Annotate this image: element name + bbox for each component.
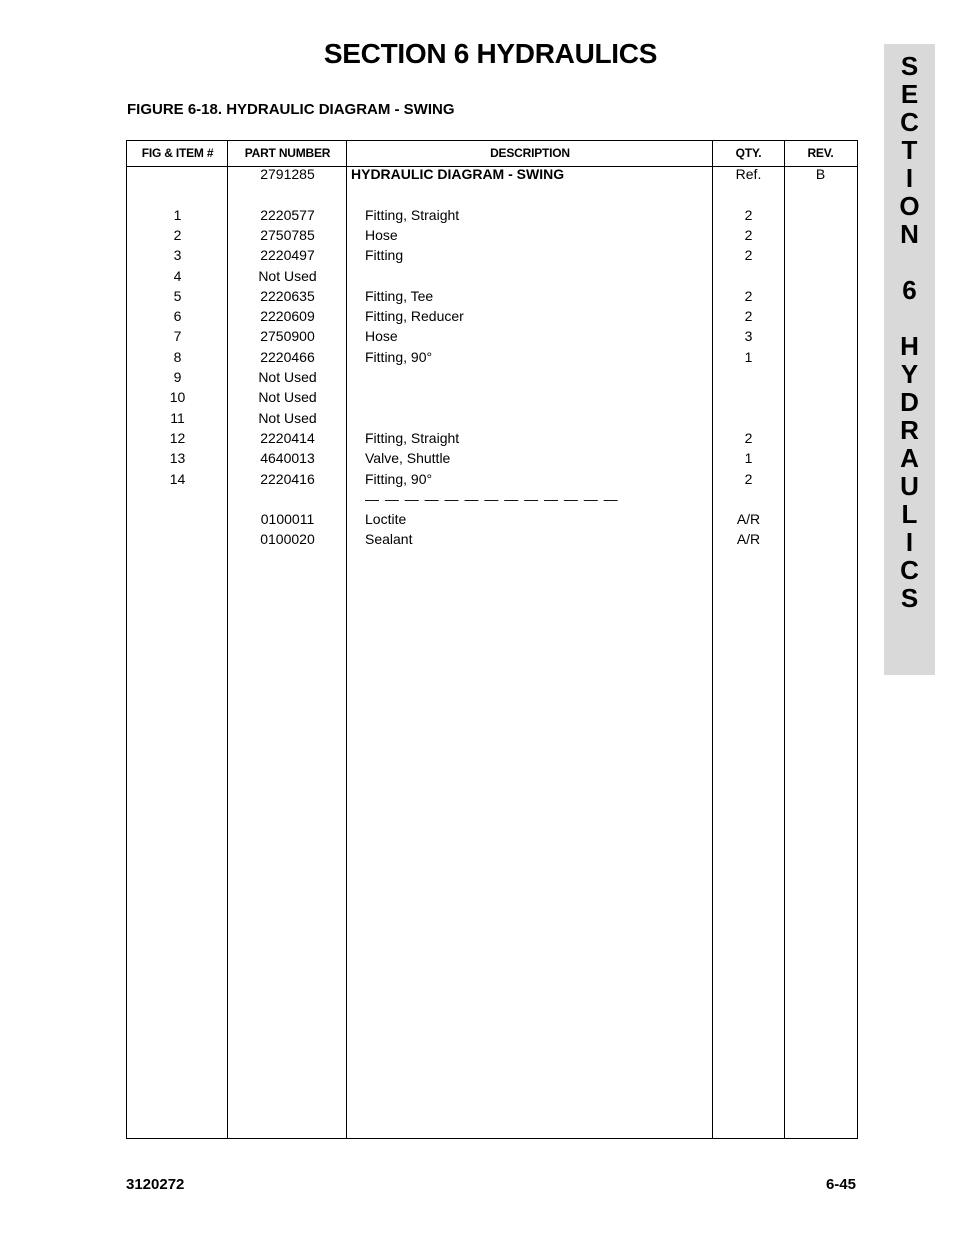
- fig-item-cell: 10: [169, 389, 186, 406]
- description-cell: Loctite: [365, 511, 407, 528]
- fig-item-cell: 12: [169, 429, 186, 446]
- qty-cell: A/R: [736, 511, 761, 528]
- document-number: 3120272: [126, 1176, 185, 1193]
- part-number-cell: 2750900: [260, 328, 315, 345]
- description-cell: HYDRAULIC DIAGRAM - SWING: [351, 166, 565, 182]
- qty-cell: 2: [744, 308, 753, 325]
- side-tab-letter: A: [900, 443, 919, 473]
- section-side-tab: [884, 44, 935, 675]
- description-cell: Hose: [365, 226, 398, 243]
- rev-cell: B: [815, 166, 826, 182]
- part-number-cell: 2750785: [260, 226, 315, 243]
- table-row: [127, 529, 857, 549]
- description-cell: Fitting, 90°: [365, 470, 433, 487]
- description-cell: — — — — — — — — — — — — —: [365, 490, 619, 507]
- table-row: [127, 266, 857, 286]
- part-number-cell: 2220416: [260, 470, 315, 487]
- side-tab-letter: I: [905, 527, 914, 557]
- part-number-cell: 2791285: [260, 166, 315, 182]
- table-row: [127, 448, 857, 468]
- table-row: [127, 408, 857, 428]
- side-tab-letter: D: [900, 387, 919, 417]
- table-row: [127, 489, 857, 509]
- table-row: [127, 347, 857, 367]
- part-number-cell: 2220497: [260, 247, 315, 264]
- column-header-fig-item: FIG & ITEM #: [141, 146, 214, 160]
- description-cell: Sealant: [365, 531, 413, 548]
- description-cell: Fitting, Reducer: [365, 308, 464, 325]
- qty-cell: A/R: [736, 531, 761, 548]
- qty-cell: 3: [744, 328, 753, 345]
- fig-item-cell: 1: [173, 206, 182, 223]
- part-number-cell: Not Used: [258, 267, 317, 284]
- fig-item-cell: 9: [173, 369, 182, 385]
- part-number-cell: Not Used: [258, 369, 317, 385]
- description-cell: Hose: [365, 328, 398, 345]
- qty-cell: 1: [744, 348, 753, 365]
- part-number-cell: 4640013: [260, 450, 315, 467]
- column-header-qty: QTY.: [735, 146, 762, 160]
- part-number-cell: 2220577: [260, 206, 315, 223]
- part-number-cell: 0100011: [260, 511, 315, 528]
- side-tab-letter: L: [901, 499, 918, 529]
- table-row: [127, 387, 857, 407]
- column-header-rev: REV.: [807, 146, 834, 160]
- part-number-cell: 0100020: [260, 531, 315, 548]
- side-tab-letter: 6: [902, 275, 917, 305]
- table-row: [127, 205, 857, 225]
- part-number-cell: Not Used: [258, 409, 317, 426]
- part-number-cell: 2220466: [260, 348, 315, 365]
- part-number-cell: 2220414: [260, 429, 315, 446]
- column-header-part-number: PART NUMBER: [244, 146, 331, 160]
- qty-cell: Ref.: [735, 166, 762, 182]
- side-tab-letters: [884, 52, 935, 612]
- fig-item-cell: 6: [173, 308, 182, 325]
- table-row: [127, 326, 857, 346]
- fig-item-cell: 5: [173, 287, 182, 304]
- table-row: [127, 245, 857, 265]
- description-cell: Fitting, Tee: [365, 287, 434, 304]
- table-row: [127, 367, 857, 387]
- qty-cell: 2: [744, 226, 753, 243]
- table-row: [127, 469, 857, 489]
- fig-item-cell: 3: [173, 247, 182, 264]
- side-tab-letter: I: [905, 163, 914, 193]
- description-cell: Fitting: [365, 247, 404, 264]
- description-cell: Fitting, Straight: [365, 206, 460, 223]
- part-number-cell: 2220635: [260, 287, 315, 304]
- table-row: [127, 225, 857, 245]
- description-cell: Fitting, 90°: [365, 348, 433, 365]
- side-tab-letter: U: [900, 471, 919, 501]
- side-tab-letter: T: [901, 135, 918, 165]
- fig-item-cell: 2: [173, 226, 182, 243]
- qty-cell: 2: [744, 287, 753, 304]
- description-cell: Fitting, Straight: [365, 429, 460, 446]
- table-row: [127, 509, 857, 529]
- fig-item-cell: 11: [170, 409, 185, 426]
- part-number-cell: Not Used: [258, 389, 317, 406]
- fig-item-cell: 4: [173, 267, 182, 284]
- table-row: [127, 286, 857, 306]
- part-number-cell: 2220609: [260, 308, 315, 325]
- side-tab-letter: R: [900, 415, 919, 445]
- side-tab-letter: C: [900, 555, 919, 585]
- fig-item-cell: 14: [169, 470, 186, 487]
- table-row: [127, 428, 857, 448]
- fig-item-cell: 8: [173, 348, 182, 365]
- side-tab-letter: Y: [900, 359, 919, 389]
- qty-cell: 2: [744, 470, 753, 487]
- side-tab-letter: H: [900, 331, 919, 361]
- fig-item-cell: 13: [169, 450, 186, 467]
- table-row: [127, 306, 857, 326]
- column-header-description: DESCRIPTION: [490, 146, 570, 160]
- side-tab-letter: O: [899, 191, 920, 221]
- description-cell: Valve, Shuttle: [365, 450, 451, 467]
- side-tab-letter: S: [900, 583, 919, 613]
- parts-table: [126, 140, 858, 1139]
- fig-item-cell: 7: [173, 328, 182, 345]
- qty-cell: 2: [744, 247, 753, 264]
- side-tab-letter: C: [900, 107, 919, 137]
- qty-cell: 2: [744, 206, 753, 223]
- page-number: 6-45: [825, 1176, 856, 1193]
- table-row: [127, 164, 857, 184]
- side-tab-letter: N: [900, 219, 919, 249]
- qty-cell: 1: [744, 450, 753, 467]
- section-title: SECTION 6 HYDRAULICS: [323, 38, 658, 69]
- figure-title: FIGURE 6-18. HYDRAULIC DIAGRAM - SWING: [127, 101, 455, 118]
- side-tab-letter: E: [900, 79, 919, 109]
- qty-cell: 2: [744, 429, 753, 446]
- side-tab-letter: S: [900, 51, 919, 81]
